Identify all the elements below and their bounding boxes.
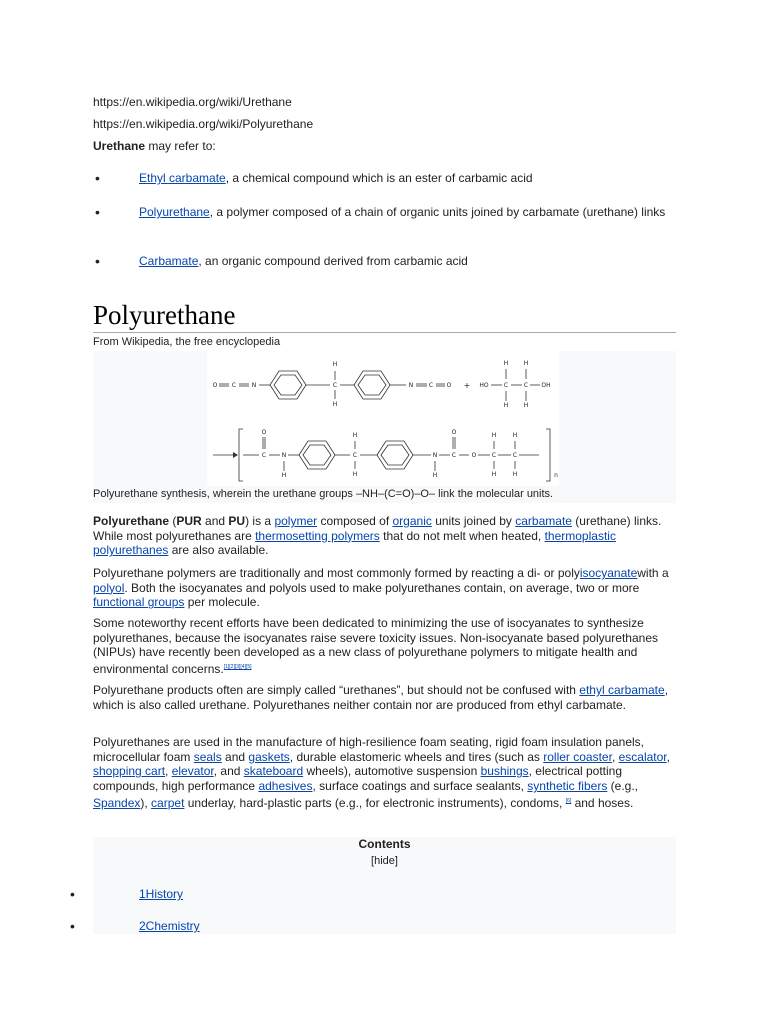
atom-label: H — [491, 471, 497, 478]
link-isocyanate[interactable]: isocyanate — [579, 566, 638, 580]
link-polyurethane[interactable]: Polyurethane — [139, 205, 210, 219]
atom-label: O — [212, 382, 218, 389]
atom-label: C — [261, 452, 267, 459]
atom-label: C — [523, 382, 529, 389]
plus-sign: + — [463, 381, 471, 390]
toc-title: Contents — [358, 837, 411, 851]
atom-label: C — [503, 382, 509, 389]
atom-label: HO — [479, 382, 489, 389]
atom-label: H — [432, 472, 438, 479]
atom-label: C — [231, 382, 237, 389]
disambig-item-carbamate — [118, 254, 678, 269]
bullet: • — [70, 886, 75, 902]
link-organic[interactable]: organic — [392, 514, 432, 528]
link-ethyl-carbamate-2[interactable]: ethyl carbamate — [579, 683, 665, 697]
atom-label: H — [332, 361, 338, 368]
atom-label: N — [281, 452, 287, 459]
link-spandex[interactable]: Spandex — [93, 795, 141, 810]
atom-label: H — [281, 472, 287, 479]
bullet: • — [95, 204, 100, 220]
bullet: • — [95, 170, 100, 186]
link-elevator[interactable]: elevator — [171, 764, 214, 779]
title-divider — [93, 332, 676, 333]
atom-label: C — [332, 382, 338, 389]
figure-box — [93, 351, 676, 503]
item-text: , a chemical compound which is an ester of carbamic acid — [225, 171, 533, 185]
atom-label: O — [261, 429, 267, 436]
link-carbamate-2[interactable]: carbamate — [515, 514, 572, 528]
atom-label: O — [446, 382, 452, 389]
disambig-item-polyurethane — [118, 205, 678, 220]
atom-label: C — [428, 382, 434, 389]
atom-label: H — [352, 471, 358, 478]
link-thermosetting-polymers[interactable]: thermosetting polymers — [255, 528, 380, 543]
page-title: Polyurethane — [93, 300, 236, 330]
atom-label: O — [471, 452, 477, 459]
paragraph-3: Some noteworthy recent efforts have been dedicated to minimizing the use of isocyanates to synthesize polyurethanes, because the isocyanates raise severe toxicity issues. Non-isocyanate based polyurethanes (NIPUs) have recently been developed as a new class of polyurethane polymers to mitigate health and environmental concerns.[1][2][3][4][5] — [93, 616, 658, 677]
atom-label: N — [432, 452, 438, 459]
citation-refs[interactable]: [1][2][3][4][5] — [223, 664, 252, 671]
link-synthetic-fibers[interactable]: synthetic fibers — [527, 779, 608, 794]
figure-caption: Polyurethane synthesis, wherein the urethane groups –NH–(C=O)–O– link the molecular units. — [93, 488, 554, 500]
atom-label: C — [451, 452, 457, 459]
link-skateboard[interactable]: skateboard — [243, 764, 304, 779]
link-thermoplastic-polyurethanes[interactable]: thermoplastic polyurethanes — [93, 528, 616, 558]
atom-label: n — [554, 472, 558, 479]
atom-label: N — [408, 382, 414, 389]
disambig-item-ethyl-carbamate — [118, 171, 678, 186]
atom-label: H — [352, 432, 358, 439]
toc-item-chemistry[interactable]: 2Chemistry — [139, 919, 200, 933]
toc-hide-toggle[interactable]: [hide] — [371, 855, 398, 867]
atom-label: C — [352, 452, 358, 459]
disambig-term: Urethane — [93, 139, 146, 153]
item-text: , an organic compound derived from carbamic acid — [198, 254, 468, 268]
citation-ref[interactable]: [6] — [565, 797, 572, 804]
tagline: From Wikipedia, the free encyclopedia — [93, 336, 281, 348]
link-roller-coaster[interactable]: roller coaster — [543, 749, 612, 764]
item-text: , a polymer composed of a chain of organic units joined by carbamate (urethane) links — [209, 205, 666, 219]
atom-label: C — [512, 452, 518, 459]
atom-label: H — [332, 401, 338, 408]
paragraph-4: Polyurethane products often are simply called “urethanes”, but should not be confused with ethyl carbamate, which is also called urethane. Polyurethanes neither contain nor are produced from ethyl carbamate. — [93, 683, 669, 712]
atom-label: N — [251, 382, 257, 389]
paragraph-5: Polyurethanes are used in the manufacture of high-resilience foam seating, rigid foam insulation panels, microcellular foam seals and gaskets, durable elastomeric wheels and tires (such as roller coaster, escalator, shopping cart, elevator, and skateboard wheels), automotive suspension bushings, electrical potting compounds, high performance adhesives, surface coatings and surface sealants, synthetic fibers (e.g., Spandex), carpet underlay, hard-plastic parts (e.g., for electronic instruments), condoms, [6] and hoses. — [93, 735, 670, 810]
link-polyol[interactable]: polyol — [93, 580, 125, 595]
atom-label: H — [491, 432, 497, 439]
atom-label: H — [512, 471, 518, 478]
atom-label: OH — [541, 382, 551, 389]
link-functional-groups[interactable]: functional groups — [93, 595, 185, 610]
disambig-intro — [93, 139, 216, 153]
paragraph-2: Polyurethane polymers are traditionally and most commonly formed by reacting a di- or polyisocyanatewith a polyol. Both the isocyanates and polyols used to make polyurethanes contain, on average, two or more functional groups per molecule. — [93, 566, 669, 610]
atom-label: C — [491, 452, 497, 459]
link-bushings[interactable]: bushings — [480, 764, 529, 779]
bullet: • — [95, 253, 100, 269]
synthesis-diagram — [93, 351, 676, 486]
atom-label: O — [451, 429, 457, 436]
link-escalator[interactable]: escalator — [618, 749, 667, 764]
atom-label: H — [523, 402, 529, 409]
atom-label: H — [512, 432, 518, 439]
atom-label: H — [503, 402, 509, 409]
disambig-intro-text: may refer to: — [145, 139, 216, 153]
link-adhesives[interactable]: adhesives — [258, 779, 313, 794]
atom-label: H — [523, 360, 529, 367]
bullet: • — [70, 918, 75, 934]
url-polyurethane[interactable]: https://en.wikipedia.org/wiki/Polyurethane — [93, 117, 314, 131]
link-gaskets[interactable]: gaskets — [248, 749, 290, 764]
url-urethane[interactable]: https://en.wikipedia.org/wiki/Urethane — [93, 95, 292, 109]
paragraph-1: Polyurethane (PUR and PU) is a polymer composed of organic units joined by carbamate (urethane) links. While most polyurethanes are thermosetting polymers that do not melt when heated, thermoplastic polyurethanes are also available. — [93, 514, 662, 558]
atom-label: H — [503, 360, 509, 367]
link-carbamate[interactable]: Carbamate — [139, 254, 199, 268]
toc-item-history[interactable]: 1History — [139, 887, 184, 901]
link-seals[interactable]: seals — [193, 749, 222, 764]
link-carpet[interactable]: carpet — [151, 795, 185, 810]
link-ethyl-carbamate[interactable]: Ethyl carbamate — [139, 171, 226, 185]
link-shopping-cart[interactable]: shopping cart — [93, 764, 166, 779]
link-polymer[interactable]: polymer — [274, 514, 318, 528]
